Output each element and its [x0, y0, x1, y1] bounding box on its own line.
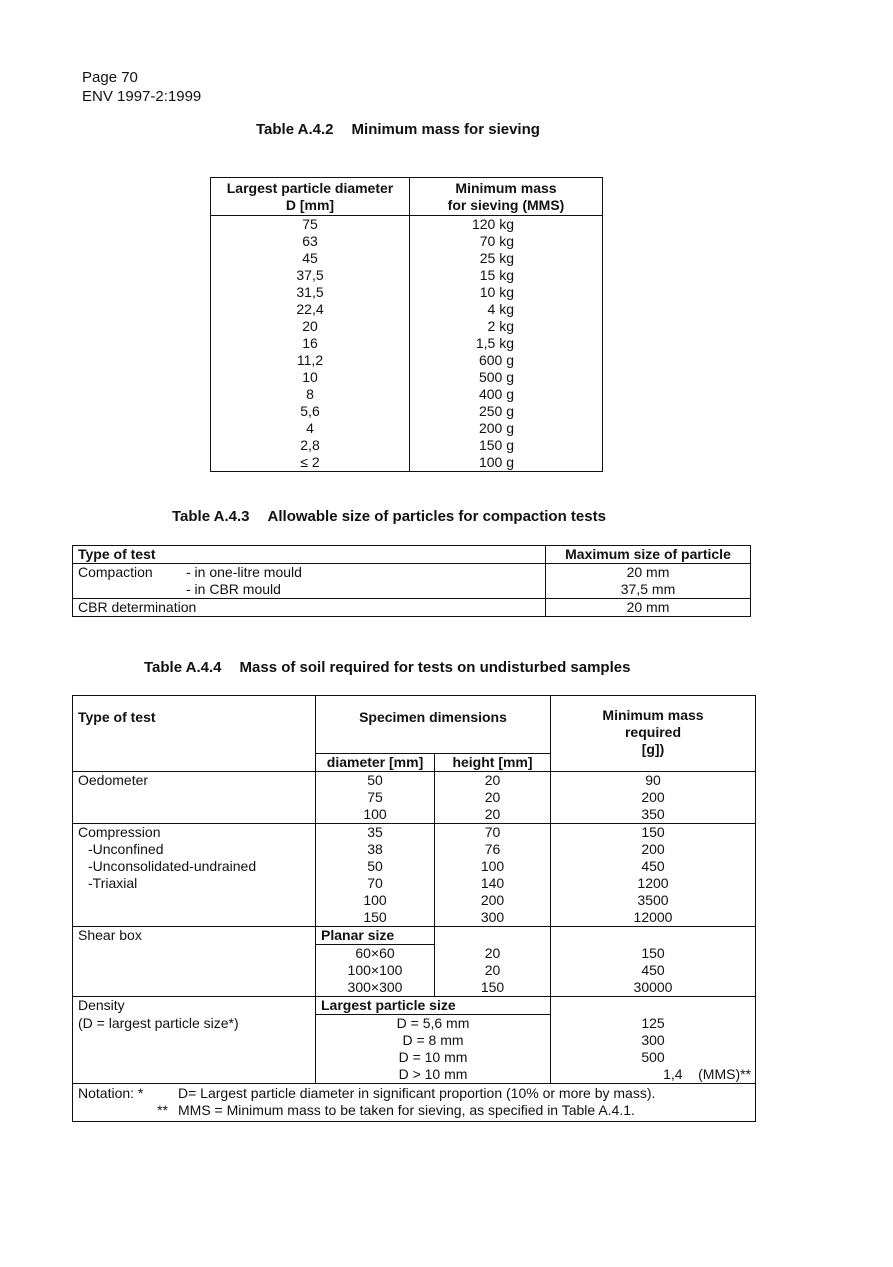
mass-cell: 12000	[551, 909, 756, 927]
standard-code: ENV 1997-2:1999	[82, 88, 202, 105]
page-header	[82, 68, 201, 106]
mass-cell: 100 g	[478, 454, 514, 470]
table-row	[73, 806, 756, 824]
mass-cell: 450	[551, 858, 756, 875]
height-cell: 20	[435, 772, 551, 790]
planar-size-header: Planar size	[316, 927, 435, 945]
table-row	[73, 1015, 756, 1033]
table-row	[211, 335, 603, 352]
compaction-cell	[73, 564, 546, 599]
table-a43	[72, 545, 751, 617]
mass-cell: 70 kg	[479, 233, 514, 249]
mass-cell: 1,4 (MMS)**	[551, 1066, 756, 1084]
diameter-cell: 100	[316, 806, 435, 824]
particle-size-cell: D = 10 mm	[316, 1049, 551, 1066]
table-row	[73, 789, 756, 806]
table-row	[73, 909, 756, 927]
table-row	[211, 437, 603, 454]
table-row	[73, 564, 751, 599]
particle-size-cell: D = 5,6 mm	[316, 1015, 551, 1033]
mould-one-litre: - in one-litre mould	[186, 564, 302, 580]
col-header-max-size: Maximum size of particle	[546, 546, 751, 564]
table-row	[211, 420, 603, 437]
table-row	[211, 318, 603, 335]
diameter-cell: 150	[316, 909, 435, 927]
diameter-cell: 4	[211, 420, 410, 437]
table-a43-caption	[172, 508, 606, 525]
compression-label: -Unconfined	[73, 841, 316, 858]
mass-cell: 4 kg	[487, 301, 514, 317]
mass-cell: 350	[551, 806, 756, 824]
diameter-cell: 45	[211, 250, 410, 267]
diameter-cell: 10	[211, 369, 410, 386]
planar-size-cell: 100×100	[316, 962, 435, 979]
height-cell: 140	[435, 875, 551, 892]
table-row	[211, 403, 603, 420]
particle-size-cell: D > 10 mm	[316, 1066, 551, 1084]
col-header-diameter: Largest particle diameter D [mm]	[211, 178, 410, 216]
height-cell: 20	[435, 945, 551, 963]
table-row	[211, 267, 603, 284]
diameter-cell: 11,2	[211, 352, 410, 369]
diameter-cell: 16	[211, 335, 410, 352]
table-a44-title: Mass of soil required for tests on undisturbed samples	[239, 659, 631, 676]
table-row	[73, 824, 756, 842]
diameter-cell: 35	[316, 824, 435, 842]
table-row	[211, 454, 603, 472]
diameter-cell: 2,8	[211, 437, 410, 454]
table-row	[73, 875, 756, 892]
col-header-specimen: Specimen dimensions	[316, 696, 551, 754]
height-cell: 20	[435, 789, 551, 806]
table-row	[211, 369, 603, 386]
height-cell: 200	[435, 892, 551, 909]
table-row	[211, 352, 603, 369]
mass-cell: 120 kg	[471, 216, 514, 232]
mass-cell: 400 g	[478, 386, 514, 402]
mass-cell: 500	[551, 1049, 756, 1066]
table-row	[211, 301, 603, 318]
notation-label: Notation: *	[78, 1085, 144, 1101]
notation-mark-2: **	[157, 1102, 168, 1118]
table-row	[73, 772, 756, 790]
diameter-cell: ≤ 2	[211, 454, 410, 472]
diameter-cell: 70	[316, 875, 435, 892]
table-a44-number: Table A.4.4	[144, 659, 222, 676]
compaction-values: 20 mm 37,5 mm	[546, 564, 751, 599]
mass-cell: 150 g	[478, 437, 514, 453]
table-row	[73, 858, 756, 875]
mass-cell: 250 g	[478, 403, 514, 419]
notation-text-1: D= Largest particle diameter in significant proportion (10% or more by mass).	[178, 1085, 656, 1101]
table-a42-caption	[256, 121, 540, 138]
mass-cell: 150	[551, 945, 756, 963]
col-header-min-mass: Minimum mass required [g])	[551, 696, 756, 772]
col-header-height: height [mm]	[435, 754, 551, 772]
height-cell: 20	[435, 806, 551, 824]
mass-cell: 200 g	[478, 420, 514, 436]
mass-cell: 300	[551, 1032, 756, 1049]
mass-cell: 200	[551, 841, 756, 858]
height-cell: 76	[435, 841, 551, 858]
oedometer-label: Oedometer	[73, 772, 316, 790]
mass-cell: 600 g	[478, 352, 514, 368]
mass-cell: 15 kg	[479, 267, 514, 283]
table-row	[73, 1066, 756, 1084]
shear-box-label: Shear box	[73, 927, 316, 945]
compression-label: Compression	[73, 824, 316, 842]
diameter-cell: 75	[211, 216, 410, 234]
compaction-label: Compaction	[78, 564, 153, 580]
density-label: Density	[73, 997, 316, 1015]
cbr-label: CBR determination	[73, 599, 546, 617]
table-row	[211, 386, 603, 403]
mass-cell: 2 kg	[487, 318, 514, 334]
mass-cell: 200	[551, 789, 756, 806]
table-row	[73, 927, 756, 945]
height-cell: 70	[435, 824, 551, 842]
mass-cell: 3500	[551, 892, 756, 909]
col-header-type: Type of test	[73, 546, 546, 564]
diameter-cell: 50	[316, 858, 435, 875]
compression-label: -Unconsolidated-undrained	[73, 858, 316, 875]
diameter-cell: 63	[211, 233, 410, 250]
diameter-cell: 5,6	[211, 403, 410, 420]
planar-size-cell: 300×300	[316, 979, 435, 997]
height-cell: 300	[435, 909, 551, 927]
mass-cell: 450	[551, 962, 756, 979]
table-a43-number: Table A.4.3	[172, 508, 250, 525]
table-a42-title: Minimum mass for sieving	[351, 121, 540, 138]
table-header-row	[73, 696, 756, 754]
cbr-value: 20 mm	[546, 599, 751, 617]
col-header-type: Type of test	[73, 696, 316, 754]
mass-cell: 500 g	[478, 369, 514, 385]
table-a44	[72, 695, 756, 1122]
compression-label: -Triaxial	[73, 875, 316, 892]
mass-cell: 30000	[551, 979, 756, 997]
table-row	[73, 599, 751, 617]
table-header-row	[211, 178, 603, 216]
largest-particle-size-header: Largest particle size	[316, 997, 551, 1015]
table-row	[73, 1032, 756, 1049]
particle-size-cell: D = 8 mm	[316, 1032, 551, 1049]
mould-cbr: - in CBR mould	[186, 581, 281, 597]
col-header-diameter: diameter [mm]	[316, 754, 435, 772]
table-row	[211, 216, 603, 234]
height-cell: 150	[435, 979, 551, 997]
mass-cell: 125	[551, 1015, 756, 1033]
table-header-row	[73, 546, 751, 564]
table-a43-title: Allowable size of particles for compaction tests	[267, 508, 606, 525]
table-row	[73, 945, 756, 963]
mass-cell: 1,5 kg	[475, 335, 514, 351]
col-header-min-mass: Minimum mass for sieving (MMS)	[410, 178, 603, 216]
diameter-cell: 20	[211, 318, 410, 335]
page-number: Page 70	[82, 69, 138, 86]
diameter-cell: 8	[211, 386, 410, 403]
table-row	[73, 962, 756, 979]
table-a42-number: Table A.4.2	[256, 121, 334, 138]
table-row	[73, 979, 756, 997]
diameter-cell: 31,5	[211, 284, 410, 301]
height-cell: 20	[435, 962, 551, 979]
table-row	[73, 997, 756, 1015]
notation-text-2: MMS = Minimum mass to be taken for sieving, as specified in Table A.4.1.	[178, 1102, 635, 1118]
diameter-cell: 38	[316, 841, 435, 858]
table-row	[211, 233, 603, 250]
table-a44-caption	[144, 659, 630, 676]
diameter-cell: 22,4	[211, 301, 410, 318]
diameter-cell: 50	[316, 772, 435, 790]
table-a42	[210, 177, 603, 472]
mass-cell: 10 kg	[479, 284, 514, 300]
table-row	[73, 841, 756, 858]
planar-size-cell: 60×60	[316, 945, 435, 963]
mass-cell: 150	[551, 824, 756, 842]
table-row	[211, 284, 603, 301]
table-row	[73, 892, 756, 909]
diameter-cell: 100	[316, 892, 435, 909]
table-row	[73, 1049, 756, 1066]
mass-cell: 25 kg	[479, 250, 514, 266]
notation-cell	[73, 1084, 756, 1122]
notation-row	[73, 1084, 756, 1122]
diameter-cell: 75	[316, 789, 435, 806]
mass-cell: 90	[551, 772, 756, 790]
density-sublabel: (D = largest particle size*)	[73, 1015, 316, 1033]
height-cell: 100	[435, 858, 551, 875]
table-row	[211, 250, 603, 267]
diameter-cell: 37,5	[211, 267, 410, 284]
mass-cell: 1200	[551, 875, 756, 892]
table-a44-body	[73, 772, 756, 1084]
table-a42-body	[211, 216, 603, 472]
